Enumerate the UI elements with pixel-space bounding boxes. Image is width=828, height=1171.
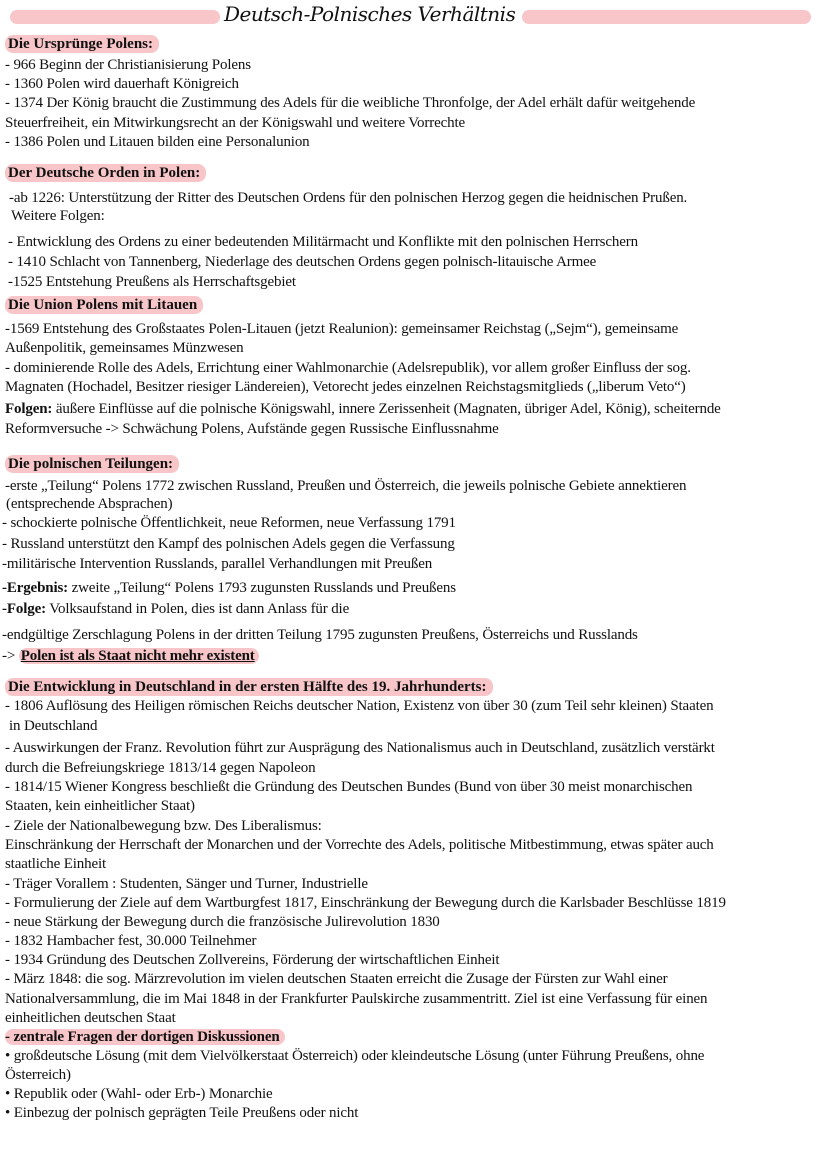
text-line: Magnaten (Hochadel, Besitzer riesiger Ländereien), Vetorecht jedes einzelnen Reichstagsmitglieds („liberum Veto“) <box>5 379 686 395</box>
text-line: -erste „Teilung“ Polens 1772 zwischen Russland, Preußen und Österreich, die jeweils polnische Gebiete annektieren <box>5 478 687 494</box>
text-line: - Formulierung der Ziele auf dem Wartburgfest 1817, Einschränkung der Bewegung durch die Karlsbader Beschlüsse 1819 <box>5 895 726 911</box>
text-line: staatliche Einheit <box>5 856 107 872</box>
text-line: -endgültige Zerschlagung Polens in der dritten Teilung 1795 zugunsten Preußens, Österreichs und Russlands <box>2 627 638 643</box>
text-line: einheitlichen deutschen Staat <box>5 1010 176 1026</box>
title-decoration-right <box>522 10 811 24</box>
text-line: -militärische Intervention Russlands, parallel Verhandlungen mit Preußen <box>2 556 433 572</box>
text-line <box>2 579 456 598</box>
arrow-text: -> <box>2 648 16 664</box>
subheading-line <box>5 1028 285 1047</box>
text-line: - 1832 Hambacher fest, 30.000 Teilnehmer <box>5 933 257 949</box>
conclusion-line <box>2 647 259 666</box>
text-line: Außenpolitik, gemeinsames Münzwesen <box>5 340 244 356</box>
folge-label: -Folge: <box>2 601 46 617</box>
text-line: -1525 Entstehung Preußens als Herrschaftsgebiet <box>8 274 296 290</box>
text-line: Nationalversammlung, die im Mai 1848 in der Frankfurter Paulskirche zusammentritt. Ziel ist eine Verfassung für einen <box>5 991 708 1007</box>
text-line: - März 1848: die sog. Märzrevolution im vielen deutschen Staaten erreicht die Zusage der Fürsten zur Wahl einer <box>5 971 668 987</box>
text-line: - 1806 Auflösung des Heiligen römischen Reichs deutscher Nation, Existenz von über 30 (zum Teil sehr kleinen) Staaten <box>5 698 714 714</box>
text-line: Reformversuche -> Schwächung Polens, Aufstände gegen Russische Einflussnahme <box>5 421 499 437</box>
text-line: Österreich) <box>5 1067 71 1083</box>
text-line: - 1374 Der König braucht die Zustimmung des Adels für die weibliche Thronfolge, der Adel erhält dafür weitgehende <box>5 95 696 111</box>
text-line: - Ziele der Nationalbewegung bzw. Des Liberalismus: <box>5 818 322 834</box>
text-line: Staaten, kein einheitlicher Staat) <box>5 798 195 814</box>
bullet-line: • Republik oder (Wahl- oder Erb-) Monarchie <box>5 1086 273 1102</box>
text-line: in Deutschland <box>9 718 98 734</box>
bullet-line: • großdeutsche Lösung (mit dem Vielvölkerstaat Österreich) oder kleindeutsche Lösung (unter Führung Preußens, ohne <box>5 1048 705 1064</box>
section-heading: Die Entwicklung in Deutschland in der ersten Hälfte des 19. Jahrhunderts: <box>5 678 493 696</box>
text-line: Einschränkung der Herrschaft der Monarchen und der Vorrechte des Adels, politische Mitbestimmung, etwas später auch <box>5 837 714 853</box>
text-line: durch die Befreiungskriege 1813/14 gegen Napoleon <box>5 760 316 776</box>
document-title: Deutsch-Polnisches Verhältnis <box>224 2 516 26</box>
text-line: -ab 1226: Unterstützung der Ritter des Deutschen Ordens für den polnischen Herzog gegen die heidnischen Prußen. <box>9 190 688 206</box>
text-line: - 1934 Gründung des Deutschen Zollvereins, Förderung der wirtschaftlichen Einheit <box>5 952 500 968</box>
section-heading: Der Deutsche Orden in Polen: <box>5 164 206 182</box>
folgen-label: Folgen: <box>5 401 53 417</box>
text-line: - 1386 Polen und Litauen bilden eine Personalunion <box>5 134 310 150</box>
section-heading: Die Ursprünge Polens: <box>5 35 159 53</box>
title-decoration-left <box>10 10 220 24</box>
subheading <box>5 1029 285 1045</box>
section-heading: Die polnischen Teilungen: <box>5 455 179 473</box>
bullet-line: • Einbezug der polnisch geprägten Teile Preußens oder nicht <box>5 1105 359 1121</box>
text-line: - 1410 Schlacht von Tannenberg, Niederlage des deutschen Ordens gegen polnisch-litauische Armee <box>8 254 597 270</box>
text-line: - Entwicklung des Ordens zu einer bedeutenden Militärmacht und Konflikte mit den polnischen Herrschern <box>8 234 638 250</box>
folge-text: Volksaufstand in Polen, dies ist dann Anlass für die <box>45 601 350 617</box>
text-line: - Russland unterstützt den Kampf des polnischen Adels gegen die Verfassung <box>2 536 455 552</box>
ergebnis-text: zweite „Teilung“ Polens 1793 zugunsten Russlands und Preußens <box>68 580 456 596</box>
text-line: - 1360 Polen wird dauerhaft Königreich <box>5 76 239 92</box>
subheading-text: zentrale Fragen der dortigen Diskussionen <box>9 1029 280 1045</box>
ergebnis-label: -Ergebnis: <box>2 580 69 596</box>
folgen-text: äußere Einflüsse auf die polnische Königswahl, innere Zerissenheit (Magnaten, übriger Adel, König), scheiternde <box>52 401 721 417</box>
text-line: Steuerfreiheit, ein Mitwirkungsrecht an der Königswahl und weitere Vorrechte <box>5 115 465 131</box>
text-line: - neue Stärkung der Bewegung durch die französische Julirevolution 1830 <box>5 914 440 930</box>
text-line: -1569 Entstehung des Großstaates Polen-Litauen (jetzt Realunion): gemeinsamer Reichstag („Sejm“), gemeinsame <box>5 321 679 337</box>
text-line: Weitere Folgen: <box>11 208 105 224</box>
subheading-dash: - <box>5 1029 10 1045</box>
text-line <box>2 600 349 619</box>
text-line: (entsprechende Absprachen) <box>6 496 173 512</box>
text-line: - Auswirkungen der Franz. Revolution führt zur Ausprägung des Nationalismus auch in Deutschland, zusätzlich verstärkt <box>5 740 715 756</box>
text-line: - 966 Beginn der Christianisierung Polens <box>5 57 251 73</box>
text-line: - Träger Vorallem : Studenten, Sänger und Turner, Industrielle <box>5 876 368 892</box>
text-line: - 1814/15 Wiener Kongress beschließt die Gründung des Deutschen Bundes (Bund von über 30 meist monarchischen <box>5 779 693 795</box>
section-heading: Die Union Polens mit Litauen <box>5 296 203 314</box>
text-line: - dominierende Rolle des Adels, Errichtung einer Wahlmonarchie (Adelsrepublik), vor allem großer Einfluss der sog. <box>5 360 691 376</box>
text-line: - schockierte polnische Öffentlichkeit, neue Reformen, neue Verfassung 1791 <box>2 515 456 531</box>
text-line <box>5 400 721 419</box>
conclusion-text: Polen ist als Staat nicht mehr existent <box>19 648 259 664</box>
